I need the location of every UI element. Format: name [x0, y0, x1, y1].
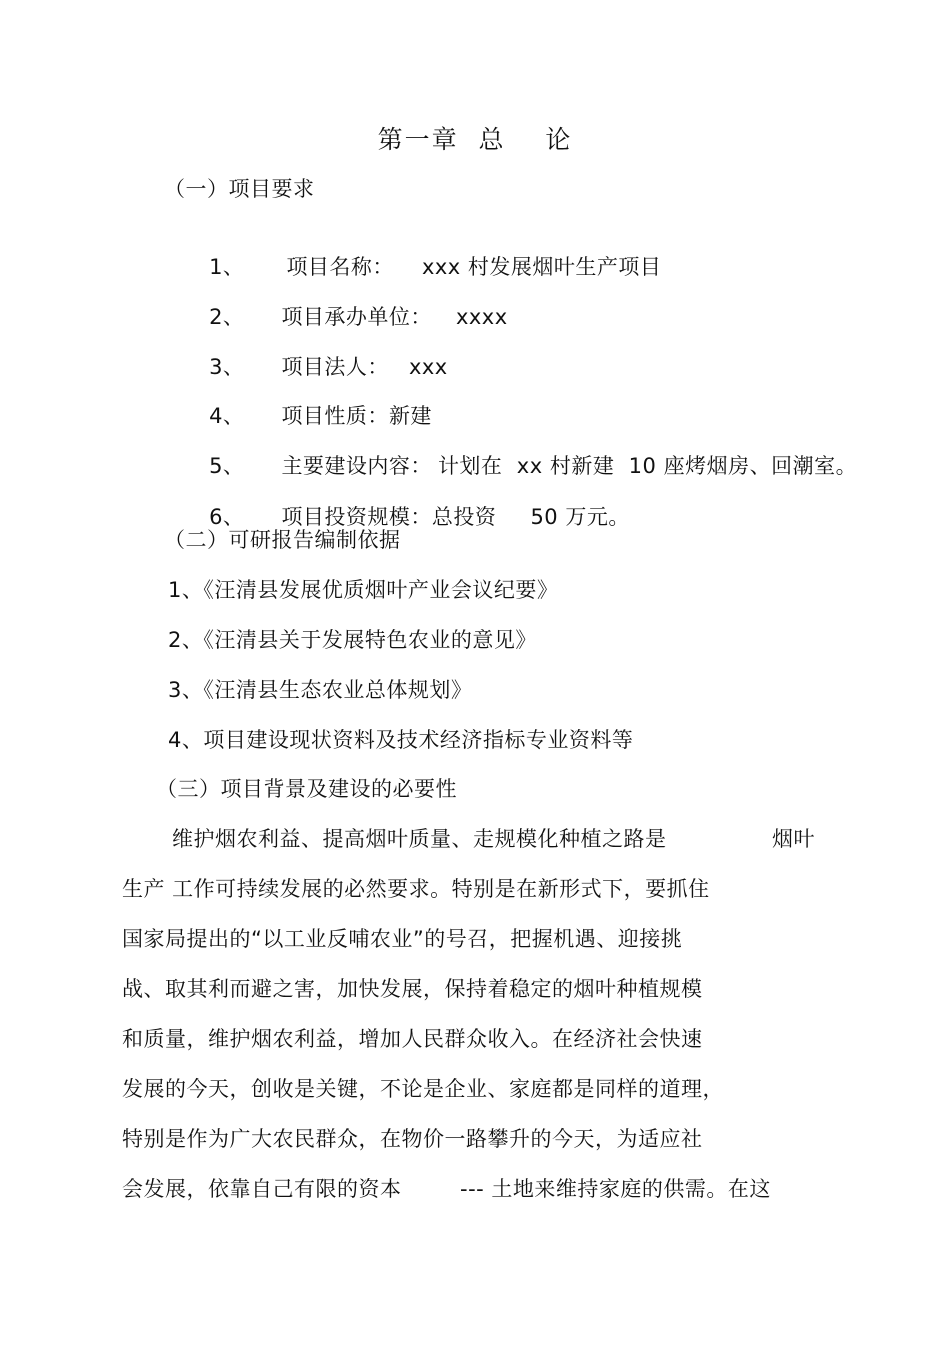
list-item: 2、《汪清县关于发展特色农业的意见》 [168, 628, 537, 652]
item-value: xxx [408, 355, 448, 379]
section1-heading: （一）项目要求 [164, 177, 315, 201]
paragraph-line: 生产 工作可持续发展的必然要求。特别是在新形式下，要抓住 [122, 877, 710, 901]
item-number: 4、 [209, 404, 245, 428]
paragraph-line: 和质量，维护烟农利益，增加人民群众收入。在经济社会快速 [122, 1027, 703, 1051]
list-item: 1、《汪清县发展优质烟叶产业会议纪要》 [168, 578, 559, 602]
paragraph-line: 维护烟农利益、提高烟叶质量、走规模化种植之路是 [172, 827, 667, 851]
item-number: 2、 [209, 305, 245, 329]
paragraph-line: 发展的今天，创收是关键，不论是企业、家庭都是同样的道理， [122, 1077, 724, 1101]
paragraph-line: 战、取其利而避之害，加快发展，保持着稳定的烟叶种植规模 [122, 977, 703, 1001]
item-number: 1、 [209, 255, 245, 279]
list-item: 4、项目建设现状资料及技术经济指标专业资料等 [168, 728, 634, 752]
item-label: 项目性质： [281, 404, 389, 428]
paragraph-line: 国家局提出的“以工业反哺农业”的号召，把握机遇、迎接挑 [122, 927, 683, 951]
paragraph-line: 烟叶 [772, 827, 815, 851]
item-label: 项目承办单位： [281, 305, 432, 329]
paragraph-line: --- 土地来维持家庭的供需。在这 [460, 1177, 771, 1201]
item-label: 项目名称： [286, 255, 394, 279]
item-value: 50 万元。 [530, 505, 630, 529]
item-number: 5、 [209, 454, 245, 478]
item-label: 项目法人： [281, 355, 389, 379]
section3-heading: （三）项目背景及建设的必要性 [156, 777, 457, 801]
list-item: 3、《汪清县生态农业总体规划》 [168, 678, 473, 702]
item-value: 新建 [388, 404, 432, 428]
section2-heading: （二）可研报告编制依据 [164, 528, 401, 552]
item-value: 计划在 xx 村新建 10 座烤烟房、回潮室。 [437, 454, 858, 478]
chapter-title: 第一章 总 论 [377, 125, 573, 154]
paragraph-line: 特别是作为广大农民群众，在物价一路攀升的今天，为适应社 [122, 1127, 703, 1151]
item-label: 项目投资规模：总投资 [281, 505, 497, 529]
item-label: 主要建设内容： [281, 454, 432, 478]
item-value: xxxx [455, 305, 508, 329]
item-number: 6、 [209, 505, 245, 529]
paragraph-line: 会发展，依靠自己有限的资本 [122, 1177, 402, 1201]
item-number: 3、 [209, 355, 245, 379]
item-value: xxx 村发展烟叶生产项目 [421, 255, 662, 279]
